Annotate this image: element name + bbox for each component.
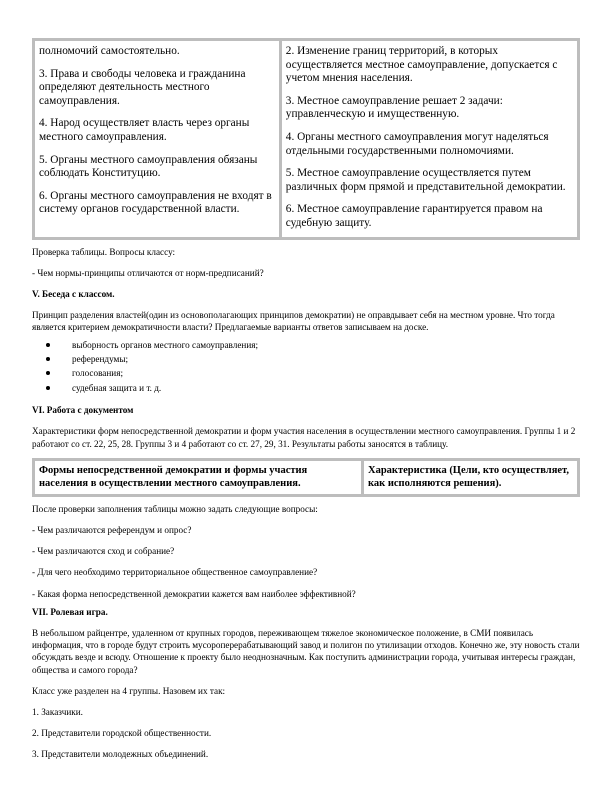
answer-options-list xyxy=(32,338,580,396)
group-item: 1. Заказчики. xyxy=(32,707,83,718)
left-cell-text: полномочий самостоятельно. xyxy=(39,45,180,57)
principles-table-left-column xyxy=(35,41,282,237)
list-item xyxy=(32,366,580,380)
bullet-icon xyxy=(46,386,50,390)
class-question: - Чем нормы-принципы отличаются от норм-предписаний? xyxy=(32,267,264,278)
after-table-text: После проверки заполнения таблицы можно задать следующие вопросы: xyxy=(32,503,318,514)
left-cell-text: 3. Права и свободы человека и гражданина определяют деятельность местного самоуправления. xyxy=(39,67,246,107)
section-7-heading: VII. Ролевая игра. xyxy=(32,606,108,617)
list-item xyxy=(32,381,580,395)
right-cell-text: 3. Местное самоуправление решает 2 задачи: управленческую и имущественную. xyxy=(285,94,503,121)
document-page xyxy=(32,38,580,761)
right-cell-text: 6. Местное самоуправление гарантируется правом на судебную защиту. xyxy=(285,203,543,229)
left-cell-text: 6. Органы местного самоуправления не входят в систему органов государственной власти. xyxy=(39,189,272,216)
bullet-icon xyxy=(46,343,50,347)
democracy-forms-header: Формы непосредственной демократии и формы участия населения в осуществлении местного самоуправления. xyxy=(35,461,364,494)
section-7-paragraph: В небольшом райцентре, удаленном от крупных городов, переживающем тяжелое экономическое положение, в СМИ появилась информация, что в городе будут строить мусороперерабатывающий завод и полигон по утилизации отходов. Конечно же, эту новость стали обсуждать везде и всюду. Отношение к проекту было неоднозначным. Как поступить администрации города, учитывая интересы граждан, общества и самого города? xyxy=(32,628,580,675)
right-cell-text: 5. Местное самоуправление осуществляется путем различных форм прямой и представительной демократии. xyxy=(285,167,566,193)
section-6-heading: VI. Работа с документом xyxy=(32,405,134,416)
section-5-paragraph: Принцип разделения властей(один из основополагающих принципов демократии) не оправдывает себя на местном уровне. Что тогда является критерием демократичности власти? Предлагаемые варианты ответов записываем на доске. xyxy=(32,310,555,333)
bullet-icon xyxy=(46,371,50,375)
list-item-text: выборность органов местного самоуправления; xyxy=(72,339,259,350)
section-6-paragraph: Характеристики форм непосредственной демократии и форм участия населения в осуществлении местного самоуправления. Группы 1 и 2 работают со ст. 22, 25, 28. Группы 3 и 4 работают со ст. 27, 29, 31. Результаты работы заносятся в таблицу. xyxy=(32,426,576,449)
table-check-label: Проверка таблицы. Вопросы классу: xyxy=(32,246,176,257)
left-cell-text: 5. Органы местного самоуправления обязаны соблюдать Конституцию. xyxy=(39,153,258,180)
question-item: - Чем различаются референдум и опрос? xyxy=(32,524,192,535)
question-item: - Какая форма непосредственной демократии кажется вам наиболее эффективной? xyxy=(32,588,356,599)
group-item: 2. Представители городской общественности. xyxy=(32,728,212,739)
principles-table xyxy=(32,38,580,240)
list-item-text: голосования; xyxy=(72,368,123,379)
question-item: - Чем различаются сход и собрание? xyxy=(32,546,175,557)
left-cell-text: 4. Народ осуществляет власть через органы местного самоуправления. xyxy=(39,117,250,143)
democracy-forms-table xyxy=(32,458,580,497)
list-item-text: судебная защита и т. д. xyxy=(72,382,162,393)
groups-intro: Класс уже разделен на 4 группы. Назовем их так: xyxy=(32,685,226,696)
list-item-text: референдумы; xyxy=(72,353,129,364)
list-item xyxy=(32,338,580,352)
section-5-heading: V. Беседа с классом. xyxy=(32,288,115,299)
bullet-icon xyxy=(46,357,50,361)
characteristics-header: Характеристика (Цели, кто осуществляет, как исполняются решения). xyxy=(368,464,570,490)
right-cell-text: 2. Изменение границ территорий, в которых осуществляется местное самоуправление, допускается с учетом мнения населения. xyxy=(285,45,558,85)
group-item: 3. Представители молодежных объединений. xyxy=(32,749,209,760)
list-item xyxy=(32,352,580,366)
principles-table-right-column xyxy=(282,41,577,237)
right-cell-text: 4. Органы местного самоуправления могут наделяться отдельными государственными полномочиями. xyxy=(285,130,549,157)
question-item: - Для чего необходимо территориальное общественное самоуправление? xyxy=(32,567,318,578)
